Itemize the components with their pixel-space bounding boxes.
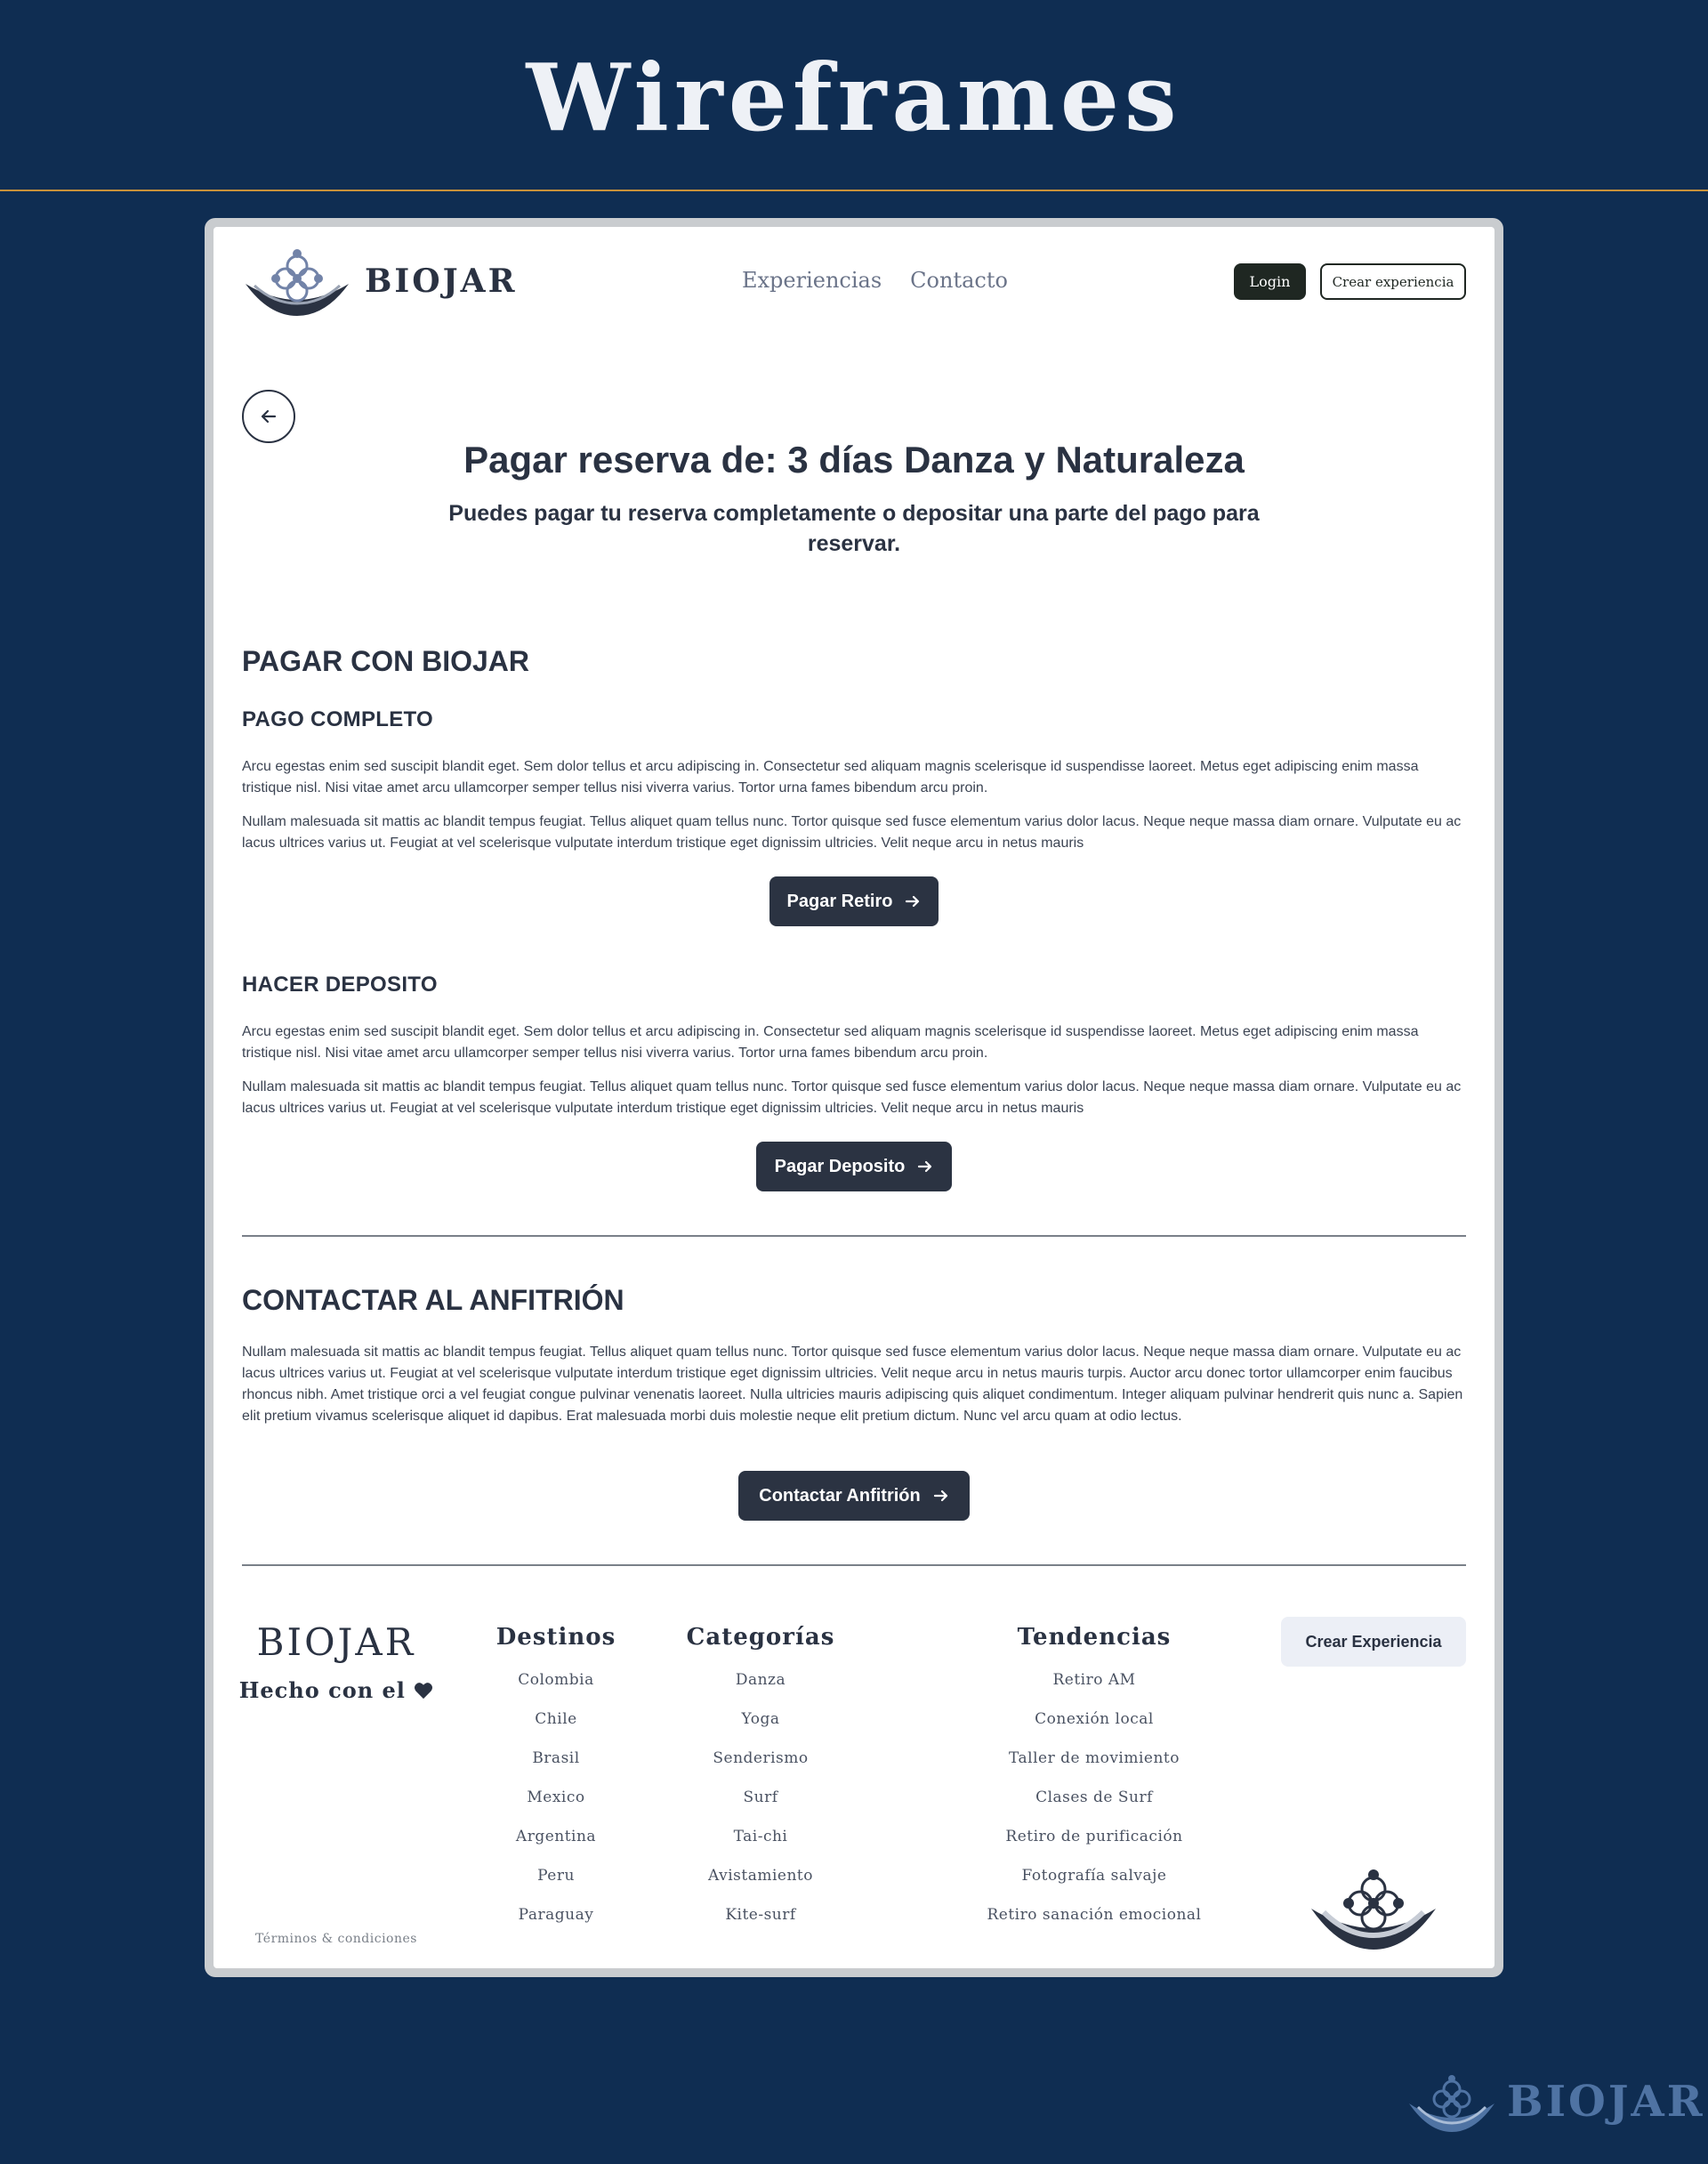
footer-link[interactable]: Peru: [537, 1867, 575, 1885]
footer-made-with: [214, 1677, 459, 1703]
corner-brand: BIOJAR: [1507, 2077, 1705, 2127]
section-divider: [242, 1235, 1466, 1237]
footer-tendencias: [943, 1624, 1245, 1944]
footer-link[interactable]: Taller de movimiento: [1009, 1749, 1180, 1767]
pago-completo-text-1: Arcu egestas enim sed suscipit blandit eget. Sem dolor tellus et arcu adipiscing in. Consectetur sed aliquam magnis scelerisque id suspendisse laoreet. Metus eget adipiscing enim massa tristique nisl. Nisi vitae amet arcu ullamcorper semper tellus nisi viverra varius. Tortor urna fames bibendum arcu proin.: [242, 759, 1419, 795]
nav-experiencias[interactable]: Experiencias: [742, 268, 882, 293]
arrow-right-icon: [905, 893, 921, 909]
footer-link[interactable]: Clases de Surf: [1035, 1789, 1153, 1806]
contactar-anfitrion-button[interactable]: [738, 1471, 970, 1521]
footer-crear-experiencia-button[interactable]: Crear Experiencia: [1281, 1617, 1466, 1667]
wireframes-title: Wireframes: [526, 43, 1182, 152]
footer-link[interactable]: Yoga: [741, 1710, 780, 1728]
footer-link[interactable]: Senderismo: [713, 1749, 809, 1767]
main-nav: [742, 268, 1008, 293]
footer-link[interactable]: Conexión local: [1035, 1710, 1154, 1728]
footer-tendencias-title: Tendencias: [1017, 1624, 1172, 1651]
pago-completo-text-2: Nullam malesuada sit mattis ac blandit tempus feugiat. Tellus aliquet quam tellus nunc. Tortor quisque sed fusce elementum varius dolor lacus. Neque neque massa diam ornare. Vulputate eu ac lacus ultrices varius ut. Feugiat at vel scelerisque vulputate interdum tristique eget dignissim ultricies. Velit neque arcu in netus mauris: [242, 814, 1462, 851]
footer-categorias: [667, 1624, 854, 1944]
footer-divider: [242, 1564, 1466, 1566]
contactar-heading: CONTACTAR AL ANFITRIÓN: [242, 1284, 624, 1316]
arrow-left-icon: [259, 407, 278, 426]
footer-categorias-title: Categorías: [686, 1624, 835, 1651]
footer-link[interactable]: Paraguay: [518, 1906, 594, 1924]
footer-link[interactable]: Fotografía salvaje: [1021, 1867, 1167, 1885]
footer-link[interactable]: Kite-surf: [725, 1906, 796, 1924]
footer-link[interactable]: Brasil: [532, 1749, 580, 1767]
brand-name[interactable]: BIOJAR: [365, 262, 518, 300]
footer-link[interactable]: Retiro de purificación: [1005, 1828, 1183, 1845]
page-title: Pagar reserva de: 3 días Danza y Naturaleza: [463, 439, 1245, 480]
arrow-right-icon: [917, 1159, 933, 1175]
footer-destinos-title: Destinos: [495, 1624, 616, 1651]
footer-link[interactable]: Avistamiento: [708, 1867, 813, 1885]
accent-divider: [0, 190, 1708, 191]
footer-link[interactable]: Argentina: [515, 1828, 597, 1845]
corner-logo-icon: [1407, 2071, 1496, 2134]
contactar-anfitrion-label: Contactar Anfitrión: [759, 1485, 921, 1506]
footer-destinos: [471, 1624, 640, 1944]
hacer-deposito-text-2: Nullam malesuada sit mattis ac blandit tempus feugiat. Tellus aliquet quam tellus nunc. Tortor quisque sed fusce elementum varius dolor lacus. Neque neque massa diam ornare. Vulputate eu ac lacus ultrices varius ut. Feugiat at vel scelerisque vulputate interdum tristique eget dignissim ultricies. Velit neque arcu in netus mauris: [242, 1079, 1462, 1116]
footer-link[interactable]: Colombia: [518, 1671, 594, 1689]
footer-logo-icon: [1308, 1864, 1439, 1953]
footer-made-with-text: Hecho con el: [238, 1677, 406, 1703]
arrow-right-icon: [933, 1488, 949, 1504]
page-subtitle: Puedes pagar tu reserva completamente o depositar una parte del pago para reservar.: [448, 501, 1260, 556]
login-button[interactable]: Login: [1234, 263, 1306, 300]
footer-link[interactable]: Tai-chi: [733, 1828, 788, 1845]
footer-link[interactable]: Retiro AM: [1052, 1671, 1136, 1689]
footer-link[interactable]: Surf: [743, 1789, 778, 1806]
pagar-retiro-label: Pagar Retiro: [786, 891, 893, 911]
page: [214, 227, 1494, 1968]
footer-link[interactable]: Mexico: [527, 1789, 585, 1806]
nav-contacto[interactable]: Contacto: [910, 268, 1008, 293]
back-button[interactable]: [242, 390, 295, 443]
heart-icon: [414, 1682, 433, 1700]
footer-link[interactable]: Chile: [535, 1710, 577, 1728]
crear-experiencia-button[interactable]: Crear experiencia: [1320, 263, 1466, 300]
pagar-deposito-label: Pagar Deposito: [774, 1156, 906, 1176]
browser-frame: [205, 218, 1503, 1977]
terms-link[interactable]: Términos & condiciones: [255, 1932, 417, 1946]
contactar-text: Nullam malesuada sit mattis ac blandit tempus feugiat. Tellus aliquet quam tellus nunc. Tortor quisque sed fusce elementum varius dolor lacus. Neque neque massa diam ornare. Vulputate eu ac lacus ultrices varius ut. Feugiat at vel scelerisque vulputate interdum tristique eget dignissim ultricies. Velit neque arcu in netus mauris turpis. Auctor arcu donec tortor ullamcorper enim faucibus rhoncus nibh. Amet tristique orci a vel feugiat congue pulvinar venenatis laoreet. Nulla ultricies mauris adipiscing quis aliquet condimentum. Integer aliquam pulvinar hendrerit quis nunc a. Sapien elit pretium vivamus scelerisque aliquet id dapibus. Erat malesuada morbi duis molestie neque elit pretium dictum. Nunc vel arcu quam at odio lectus.: [242, 1344, 1463, 1424]
footer-brand: BIOJAR: [256, 1620, 416, 1664]
pagar-deposito-button[interactable]: [756, 1142, 952, 1191]
footer-link[interactable]: Danza: [735, 1671, 786, 1689]
footer-link[interactable]: Retiro sanación emocional: [987, 1906, 1202, 1924]
hacer-deposito-text-1: Arcu egestas enim sed suscipit blandit eget. Sem dolor tellus et arcu adipiscing in. Consectetur sed aliquam magnis scelerisque id suspendisse laoreet. Metus eget adipiscing enim massa tristique nisl. Nisi vitae amet arcu ullamcorper semper tellus nisi viverra varius. Tortor urna fames bibendum arcu proin.: [242, 1024, 1419, 1061]
pagar-heading: PAGAR CON BIOJAR: [242, 645, 529, 677]
hacer-deposito-heading: HACER DEPOSITO: [242, 973, 438, 997]
biojar-logo-icon: [242, 245, 352, 319]
pagar-retiro-button[interactable]: [769, 876, 939, 926]
pago-completo-heading: PAGO COMPLETO: [242, 707, 434, 731]
